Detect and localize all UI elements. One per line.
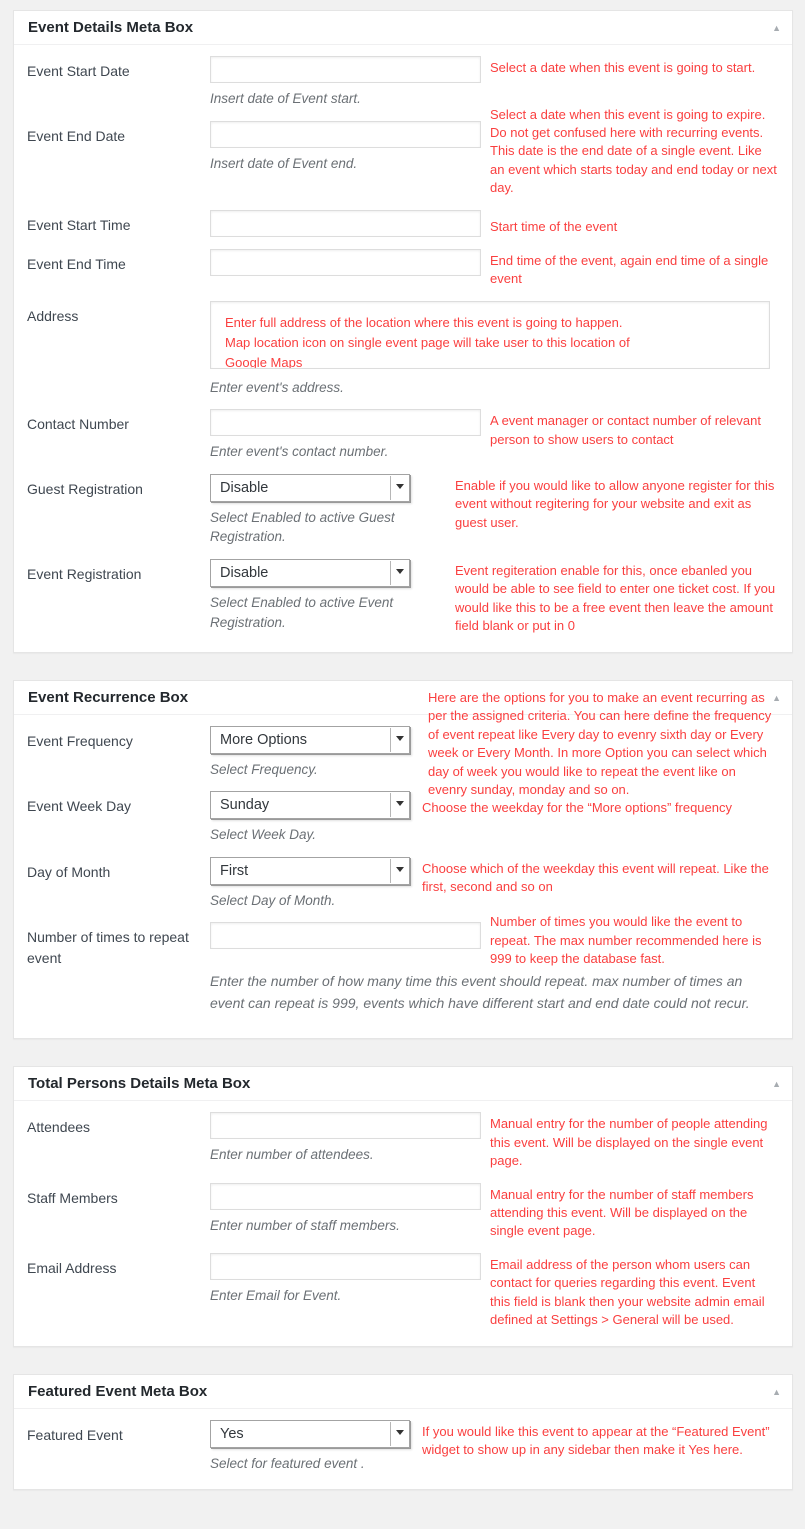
field-control	[210, 121, 490, 174]
field-description: Select Enabled to active Event Registration.	[210, 594, 394, 630]
field-row	[27, 1420, 779, 1474]
field-control	[210, 1183, 490, 1236]
event-recurrence-box	[13, 680, 793, 1039]
field-description: Select for featured event .	[210, 1455, 365, 1471]
meta-box-body	[14, 1409, 792, 1490]
field-row	[27, 56, 779, 109]
field-description: Enter number of attendees.	[210, 1147, 374, 1163]
field-description: Select Day of Month.	[210, 892, 336, 908]
field-control	[210, 301, 770, 398]
field-row	[27, 1183, 779, 1241]
field-help-text: Manual entry for the number of staff members attending this event. Will be displayed on the single event page.	[490, 1186, 754, 1239]
field-label: Event Start Time	[27, 216, 131, 233]
collapse-toggle-icon[interactable]: ▲	[772, 23, 781, 33]
field-help-text: End time of the event, again end time of a single event	[490, 252, 769, 287]
field-description: Enter event's address.	[210, 379, 344, 395]
field-help-text: Select a date when this event is going to expire. Do not get confused here with recurring events. This date is the end date of a single event. Like an event which starts today and end today or next day.	[490, 106, 777, 196]
field-label: Email Address	[27, 1259, 117, 1276]
field-help-text: Enable if you would like to allow anyone register for this event without regitering for your website and exit as guest user.	[455, 477, 775, 530]
field-description: Enter number of staff members.	[210, 1217, 400, 1233]
field-help-text: Choose the weekday for the “More options” frequency	[422, 800, 733, 816]
featured-event-select[interactable]: Yes	[210, 1420, 410, 1448]
field-row	[27, 1112, 779, 1170]
field-label: Guest Registration	[27, 480, 143, 497]
field-row	[27, 559, 779, 636]
field-control	[210, 726, 422, 780]
field-description: Insert date of Event end.	[210, 155, 358, 171]
field-label: Address	[27, 307, 79, 324]
field-label: Event Start Date	[27, 63, 130, 79]
field-control	[210, 409, 490, 462]
field-help-text: Start time of the event	[490, 218, 618, 234]
field-control	[210, 1253, 490, 1306]
field-label: Event Frequency	[27, 732, 133, 749]
field-row	[27, 106, 779, 198]
contact-number-input[interactable]	[210, 409, 481, 436]
field-control	[210, 56, 490, 109]
repeat-times-input[interactable]	[210, 922, 481, 949]
field-description: Select Enabled to active Guest Registration.	[210, 509, 395, 545]
field-label: Event End Date	[27, 127, 126, 144]
collapse-toggle-icon[interactable]: ▲	[772, 1386, 781, 1397]
featured-event-meta-box	[13, 1374, 793, 1491]
collapse-toggle-icon[interactable]: ▲	[772, 692, 781, 703]
field-help-text: Choose which of the weekday this event will repeat. Like the first, second and so on	[422, 860, 769, 895]
field-control	[210, 249, 490, 276]
field-description: Select Week Day.	[210, 827, 317, 843]
meta-box-title: Total Persons Details Meta Box	[14, 1067, 792, 1101]
field-help-text: A event manager or contact number of relevant person to show users to contact	[490, 413, 761, 447]
field-label: Staff Members	[27, 1189, 118, 1206]
event-end-date-input[interactable]	[210, 121, 481, 148]
field-label: Event End Time	[27, 255, 126, 272]
field-description: Enter the number of how many time this event should repeat. max number of times an event can repeat is 999, events which have different start and end date could not recur.	[210, 972, 750, 1011]
field-control	[210, 210, 490, 237]
staff-members-input[interactable]	[210, 1183, 481, 1210]
field-description: Enter event's contact number.	[210, 444, 389, 460]
field-control	[210, 857, 422, 911]
field-control	[210, 1112, 490, 1165]
event-frequency-select[interactable]: More Options	[210, 726, 410, 754]
meta-box-title: Event Details Meta Box	[14, 11, 792, 45]
event-details-meta-box	[13, 10, 793, 653]
box-header-help-text: Here are the options for you to make an event recurring as per the assigned criteria. You can here define the frequency of event repeat like Every day to evenry sixth day or Every week or Every Month. In more Option you can select which day of week you would like to repeat the event like on evenry sunday, monday and so on.	[428, 689, 772, 798]
event-week-day-select[interactable]: Sunday	[210, 791, 410, 819]
field-description: Enter Email for Event.	[210, 1287, 342, 1303]
field-help-text: Number of times you would like the event to repeat. The max number recommended here is 999 to keep the database fast.	[490, 914, 762, 967]
field-control	[210, 1420, 422, 1474]
collapse-toggle-icon[interactable]: ▲	[772, 1079, 781, 1090]
field-row	[27, 474, 779, 547]
field-help-text: Select a date when this event is going to start.	[490, 60, 756, 75]
day-of-month-select[interactable]: First	[210, 857, 410, 885]
attendees-input[interactable]	[210, 1112, 481, 1139]
meta-box-title: Event Recurrence Box	[14, 681, 792, 715]
field-row	[27, 210, 779, 237]
field-label: Event Week Day	[27, 798, 132, 815]
field-help-text: Manual entry for the number of people attending this event. Will be displayed on the single event page.	[490, 1116, 768, 1169]
field-control	[210, 474, 455, 547]
event-end-time-input[interactable]	[210, 249, 481, 276]
field-label: Contact Number	[27, 416, 129, 433]
meta-box-title: Featured Event Meta Box	[14, 1375, 792, 1409]
meta-box-body	[14, 45, 792, 652]
meta-box-body	[14, 1101, 792, 1346]
address-textarea[interactable]	[210, 301, 770, 369]
field-row	[27, 301, 779, 398]
guest-registration-select[interactable]: Disable	[210, 474, 410, 502]
email-address-input[interactable]	[210, 1253, 481, 1280]
field-row	[27, 1253, 779, 1330]
field-label: Featured Event	[27, 1426, 123, 1443]
field-help-text: If you would like this event to appear at the “Featured Event” widget to show up in any sidebar then make it Yes here.	[422, 1423, 770, 1458]
field-control	[210, 791, 422, 845]
field-label: Attendees	[27, 1119, 91, 1136]
field-description: Insert date of Event start.	[210, 91, 361, 106]
event-start-date-input[interactable]	[210, 56, 481, 83]
field-control	[210, 559, 455, 632]
field-label: Number of times to repeat event	[27, 929, 189, 966]
field-row	[27, 857, 779, 911]
total-persons-details-meta-box	[13, 1066, 793, 1347]
field-description: Select Frequency.	[210, 761, 318, 777]
event-start-time-input[interactable]	[210, 210, 481, 237]
event-registration-select[interactable]: Disable	[210, 559, 410, 587]
field-help-text: Event regiteration enable for this, once ebanled you would be able to see field to enter one ticket cost. If you would like this to be a free event then leave the amount field blank or put in 0	[455, 562, 776, 634]
field-control	[210, 922, 490, 949]
field-help-text: Email address of the person whom users can contact for queries regarding this event. Event this field is blank then your website admin email defined at Settings > General will be used.	[490, 1256, 765, 1328]
field-row	[27, 914, 779, 968]
field-row	[27, 249, 779, 289]
field-label: Day of Month	[27, 863, 111, 880]
field-label: Event Registration	[27, 565, 142, 582]
field-row	[27, 409, 779, 462]
